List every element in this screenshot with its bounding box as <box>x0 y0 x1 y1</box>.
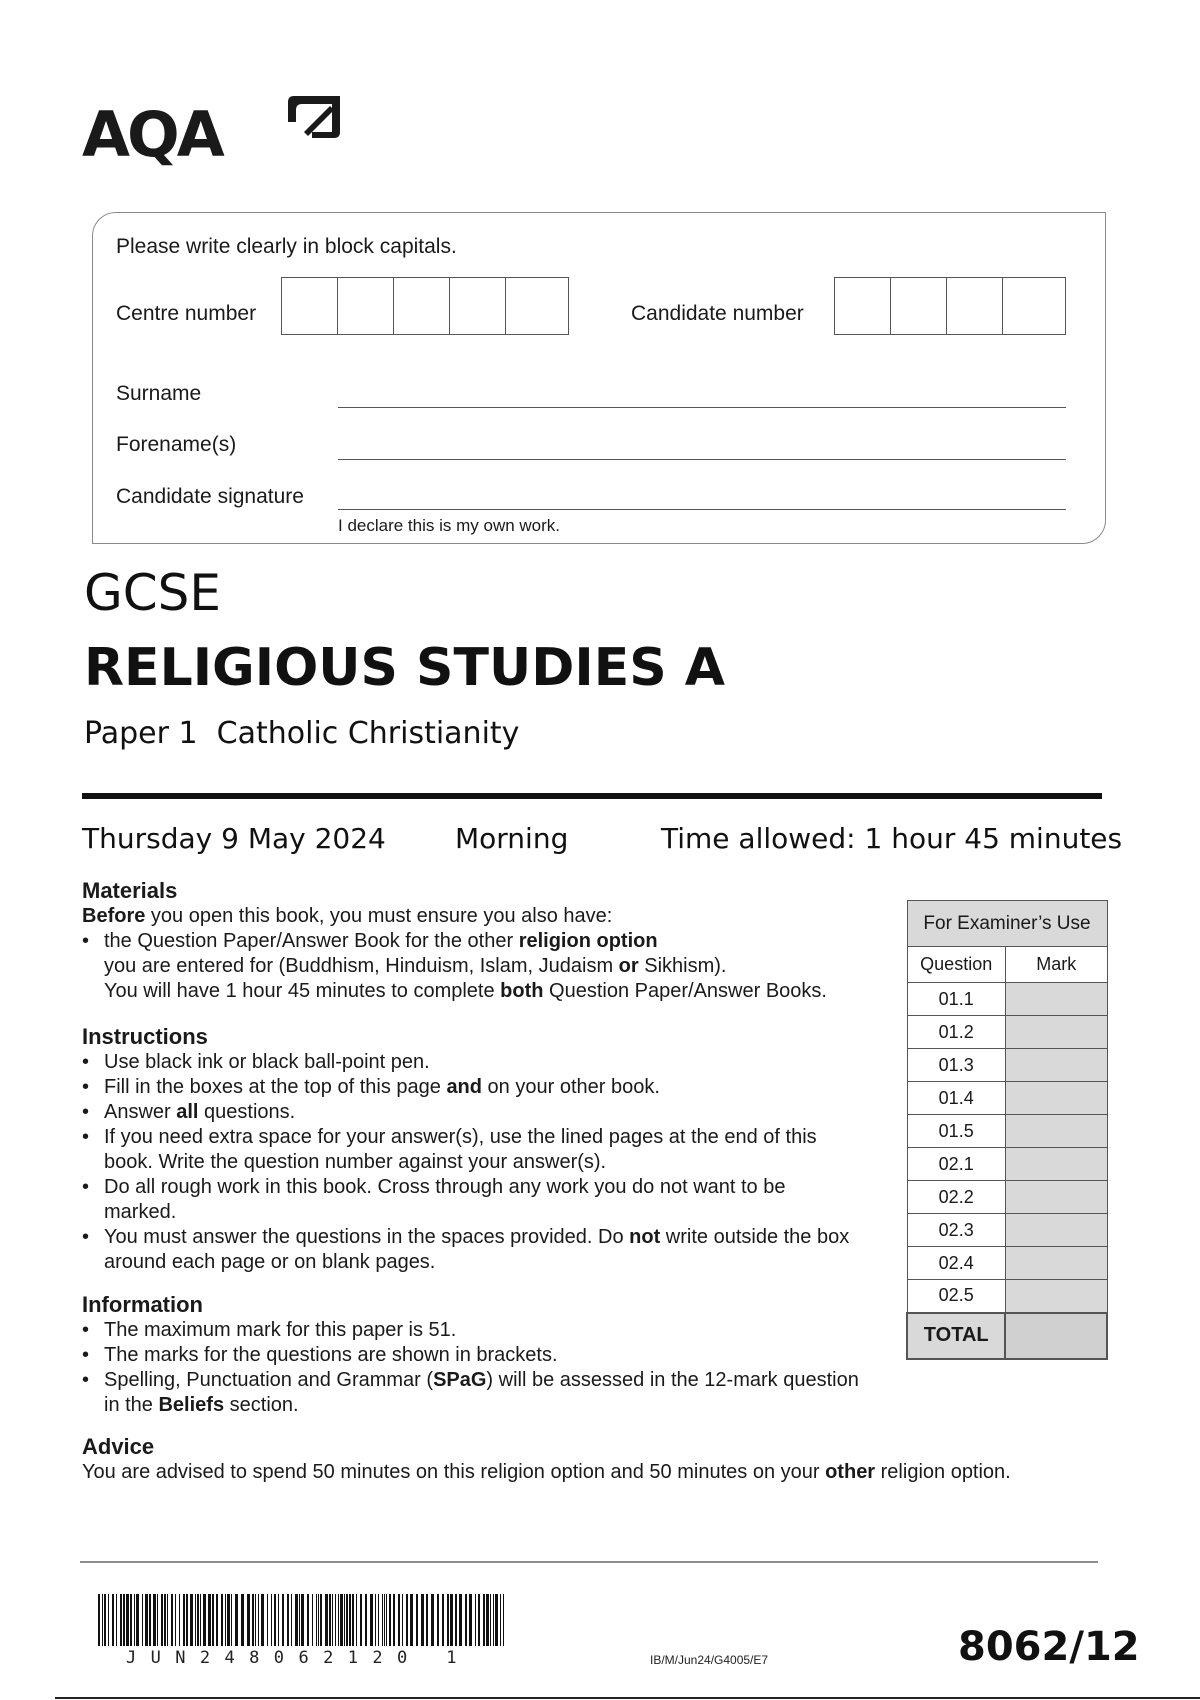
barcode <box>98 1594 508 1646</box>
barcode-bar <box>490 1594 491 1646</box>
barcode-bar <box>486 1594 489 1646</box>
mark-cell[interactable] <box>1005 1049 1107 1082</box>
mark-cell[interactable] <box>1005 1148 1107 1181</box>
question-column-header: Question <box>907 947 1005 983</box>
list-item: • Use black ink or black ball-point pen. <box>82 1050 882 1075</box>
barcode-bar <box>274 1594 276 1646</box>
barcode-bar <box>410 1594 413 1646</box>
mark-cell[interactable] <box>1005 1214 1107 1247</box>
mark-cell[interactable] <box>1005 1016 1107 1049</box>
barcode-bar <box>200 1594 201 1646</box>
barcode-bar <box>402 1594 403 1646</box>
barcode-bar <box>447 1594 449 1646</box>
mark-cell[interactable] <box>1005 1247 1107 1280</box>
question-number: 01.4 <box>907 1082 1005 1115</box>
barcode-bar <box>406 1594 408 1646</box>
centre-digit-box[interactable] <box>282 278 338 334</box>
materials-section <box>82 878 912 1004</box>
exam-date: Thursday 9 May 2024 <box>82 822 386 855</box>
advice-text: You are advised to spend 50 minutes on this religion option and 50 minutes on your other religion option. <box>82 1461 1011 1483</box>
barcode-bar <box>145 1594 148 1646</box>
list-item: • the Question Paper/Answer Book for the other religion option you are entered for (Buddhism, Hinduism, Islam, Judaism or Sikhism). You will have 1 hour 45 minutes to complete both Question Paper/Answer Books. <box>82 929 912 1004</box>
own-work-declaration: I declare this is my own work. <box>338 516 561 535</box>
barcode-bar <box>208 1594 211 1646</box>
barcode-bar <box>386 1594 387 1646</box>
table-row <box>907 1280 1107 1313</box>
barcode-bar <box>212 1594 214 1646</box>
barcode-bar <box>349 1594 351 1646</box>
barcode-bar <box>495 1594 498 1646</box>
barcode-bar <box>393 1594 395 1646</box>
barcode-bar <box>378 1594 379 1646</box>
list-item: • Fill in the boxes at the top of this page and on your other book. <box>82 1075 882 1100</box>
barcode-bar <box>301 1594 304 1646</box>
mark-cell[interactable] <box>1005 1280 1107 1313</box>
time-allowed: Time allowed: 1 hour 45 minutes <box>661 822 1123 855</box>
list-item: • The marks for the questions are shown in brackets. <box>82 1343 872 1368</box>
table-row <box>907 1016 1107 1049</box>
barcode-bar <box>255 1594 256 1646</box>
barcode-bar <box>108 1594 109 1646</box>
barcode-bar <box>221 1594 223 1646</box>
total-mark-cell[interactable] <box>1005 1313 1107 1359</box>
table-row <box>907 1082 1107 1115</box>
forename-field[interactable] <box>338 459 1066 460</box>
barcode-bar <box>340 1594 343 1646</box>
barcode-bar <box>126 1594 129 1646</box>
table-row <box>907 1214 1107 1247</box>
barcode-bar <box>325 1594 328 1646</box>
barcode-bar <box>252 1594 254 1646</box>
barcode-bar <box>398 1594 400 1646</box>
instructions-heading: Instructions <box>82 1024 208 1049</box>
mark-cell[interactable] <box>1005 1181 1107 1214</box>
barcode-bar <box>175 1594 176 1646</box>
barcode-bar <box>370 1594 373 1646</box>
barcode-bar <box>197 1594 199 1646</box>
barcode-bar <box>332 1594 333 1646</box>
examiners-use-table <box>906 900 1108 1360</box>
barcode-bar <box>384 1594 385 1646</box>
centre-digit-box[interactable] <box>506 278 562 334</box>
candidate-number-boxes[interactable] <box>834 277 1066 335</box>
barcode-bar <box>261 1594 264 1646</box>
materials-intro: Before you open this book, you must ensure you also have: <box>82 905 613 927</box>
barcode-bar <box>195 1594 196 1646</box>
barcode-bar <box>389 1594 391 1646</box>
barcode-bar <box>465 1594 467 1646</box>
barcode-bar <box>352 1594 354 1646</box>
barcode-bar <box>241 1594 244 1646</box>
barcode-bar <box>312 1594 313 1646</box>
barcode-bar <box>167 1594 168 1646</box>
barcode-bar <box>431 1594 434 1646</box>
barcode-bar <box>344 1594 345 1646</box>
list-item: • You must answer the questions in the spaces provided. Do not write outside the box around each page or on blank pages. <box>82 1225 882 1275</box>
barcode-bar <box>171 1594 173 1646</box>
barcode-bar <box>142 1594 143 1646</box>
question-number: 02.4 <box>907 1247 1005 1280</box>
barcode-bar <box>216 1594 218 1646</box>
question-number: 02.3 <box>907 1214 1005 1247</box>
barcode-bar <box>500 1594 501 1646</box>
barcode-bar <box>98 1594 100 1646</box>
barcode-bar <box>360 1594 362 1646</box>
information-section <box>82 1292 872 1418</box>
table-row <box>907 1247 1107 1280</box>
barcode-bar <box>231 1594 232 1646</box>
barcode-bar <box>316 1594 317 1646</box>
forename-label: Forename(s) <box>116 433 237 456</box>
question-number: 01.3 <box>907 1049 1005 1082</box>
table-row <box>907 1181 1107 1214</box>
table-row <box>907 1049 1107 1082</box>
total-row <box>907 1313 1107 1359</box>
aqa-logo <box>82 92 342 192</box>
candidate-digit-box[interactable] <box>891 278 947 334</box>
advice-section <box>82 1434 1162 1485</box>
barcode-bar <box>478 1594 480 1646</box>
list-item: • Answer all questions. <box>82 1100 882 1125</box>
candidate-digit-box[interactable] <box>1003 278 1059 334</box>
materials-heading: Materials <box>82 878 178 903</box>
total-label: TOTAL <box>907 1313 1005 1359</box>
barcode-bar <box>120 1594 122 1646</box>
barcode-bar <box>130 1594 132 1646</box>
centre-digit-box[interactable] <box>338 278 394 334</box>
barcode-bar <box>225 1594 226 1646</box>
barcode-bar <box>475 1594 476 1646</box>
mark-column-header: Mark <box>1005 947 1107 983</box>
paper-code: 8062/12 <box>958 1624 1140 1670</box>
list-item: • The maximum mark for this paper is 51. <box>82 1318 872 1343</box>
barcode-bar <box>186 1594 188 1646</box>
paper-title: Paper 1 Catholic Christianity <box>84 716 520 751</box>
barcode-bar <box>291 1594 292 1646</box>
logo-text: AQA <box>82 98 222 171</box>
barcode-bar <box>247 1594 250 1646</box>
candidate-number-label: Candidate number <box>631 302 804 325</box>
barcode-bar <box>136 1594 139 1646</box>
barcode-bar <box>287 1594 289 1646</box>
mark-cell[interactable] <box>1005 983 1107 1016</box>
barcode-bar <box>282 1594 284 1646</box>
aqa-logo-mark-icon <box>282 92 342 152</box>
barcode-bar <box>320 1594 322 1646</box>
barcode-bar <box>459 1594 462 1646</box>
candidate-digit-box[interactable] <box>835 278 891 334</box>
centre-digit-box[interactable] <box>394 278 450 334</box>
barcode-bar <box>455 1594 457 1646</box>
question-number: 01.5 <box>907 1115 1005 1148</box>
barcode-bar <box>161 1594 163 1646</box>
barcode-bar <box>123 1594 125 1646</box>
barcode-bar <box>356 1594 357 1646</box>
barcode-bar <box>365 1594 367 1646</box>
barcode-bar <box>437 1594 439 1646</box>
mark-cell[interactable] <box>1005 1115 1107 1148</box>
barcode-bar <box>112 1594 114 1646</box>
exam-session: Morning <box>455 822 569 855</box>
list-item: • If you need extra space for your answer(s), use the lined pages at the end of this book. Write the question number against your answer(s). <box>82 1125 882 1175</box>
barcode-bar <box>235 1594 238 1646</box>
barcode-digits: JUN248062120 1 <box>126 1648 471 1668</box>
advice-heading: Advice <box>82 1434 155 1459</box>
barcode-bar <box>442 1594 444 1646</box>
barcode-bar <box>299 1594 300 1646</box>
document-reference: IB/M/Jun24/G4005/E7 <box>650 1653 769 1667</box>
candidate-digit-box[interactable] <box>947 278 1003 334</box>
question-number: 01.2 <box>907 1016 1005 1049</box>
list-item: • Do all rough work in this book. Cross through any work you do not want to be marked. <box>82 1175 882 1225</box>
barcode-bar <box>329 1594 331 1646</box>
table-row <box>907 1148 1107 1181</box>
barcode-bar <box>503 1594 504 1646</box>
question-number: 02.5 <box>907 1280 1005 1313</box>
barcode-bar <box>183 1594 185 1646</box>
barcode-bar <box>102 1594 103 1646</box>
surname-field[interactable] <box>338 407 1066 408</box>
block-capitals-instruction: Please write clearly in block capitals. <box>116 235 457 258</box>
mark-cell[interactable] <box>1005 1082 1107 1115</box>
question-number: 02.1 <box>907 1148 1005 1181</box>
page-bottom-rule <box>55 1697 1200 1699</box>
barcode-bar <box>157 1594 158 1646</box>
barcode-bar <box>271 1594 272 1646</box>
barcode-bar <box>295 1594 298 1646</box>
question-number: 02.2 <box>907 1181 1005 1214</box>
barcode-bar <box>278 1594 279 1646</box>
centre-number-label: Centre number <box>116 302 257 325</box>
table-row <box>907 1115 1107 1148</box>
barcode-bar <box>382 1594 383 1646</box>
barcode-bar <box>190 1594 193 1646</box>
barcode-bar <box>104 1594 106 1646</box>
centre-digit-box[interactable] <box>450 278 506 334</box>
barcode-bar <box>164 1594 166 1646</box>
signature-label: Candidate signature <box>116 485 304 508</box>
barcode-bar <box>149 1594 151 1646</box>
barcode-bar <box>426 1594 428 1646</box>
examiners-use-header: For Examiner’s Use <box>907 901 1107 947</box>
footer-divider <box>80 1561 1098 1563</box>
barcode-bar <box>318 1594 319 1646</box>
subject-title: RELIGIOUS STUDIES A <box>84 638 726 698</box>
barcode-bar <box>421 1594 424 1646</box>
barcode-bar <box>258 1594 259 1646</box>
barcode-bar <box>227 1594 230 1646</box>
surname-label: Surname <box>116 382 202 405</box>
barcode-bar <box>307 1594 309 1646</box>
title-divider <box>82 793 1102 799</box>
barcode-bar <box>416 1594 418 1646</box>
table-row <box>907 983 1107 1016</box>
information-heading: Information <box>82 1292 203 1317</box>
barcode-bar <box>375 1594 376 1646</box>
barcode-bar <box>338 1594 339 1646</box>
barcode-bar <box>179 1594 180 1646</box>
qualification-title: GCSE <box>84 564 221 622</box>
barcode-bar <box>203 1594 206 1646</box>
barcode-bar <box>134 1594 135 1646</box>
question-number: 01.1 <box>907 983 1005 1016</box>
barcode-bar <box>493 1594 494 1646</box>
barcode-bar <box>346 1594 348 1646</box>
barcode-bar <box>267 1594 268 1646</box>
centre-number-boxes[interactable] <box>281 277 569 335</box>
barcode-bar <box>116 1594 117 1646</box>
signature-field[interactable] <box>338 509 1066 510</box>
barcode-bar <box>450 1594 453 1646</box>
instructions-section <box>82 1024 882 1275</box>
barcode-bar <box>335 1594 336 1646</box>
barcode-bar <box>483 1594 485 1646</box>
barcode-bar <box>469 1594 472 1646</box>
list-item: • Spelling, Punctuation and Grammar (SPaG) will be assessed in the 12-mark question in the Beliefs section. <box>82 1368 872 1418</box>
barcode-bar <box>153 1594 156 1646</box>
